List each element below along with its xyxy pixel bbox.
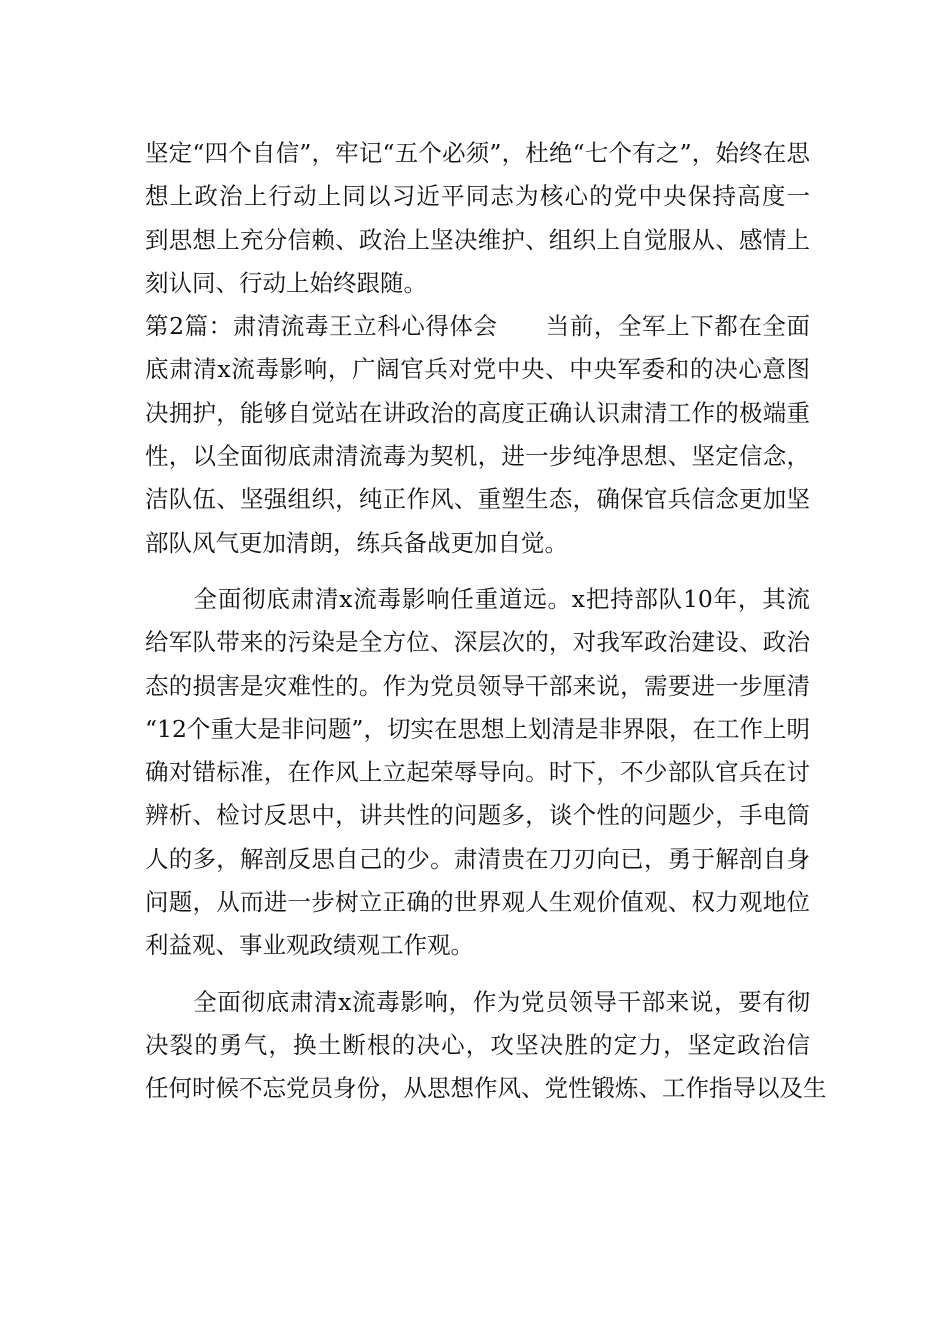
text-line: 任何时候不忘党员身份，从思想作风、党性锻炼、工作指导以及生 <box>145 1074 827 1103</box>
text-line: 决裂的勇气，换土断根的决心，攻坚决胜的定力，坚定政治信 <box>145 1030 810 1059</box>
text-line: 想上政治上行动上同以习近平同志为核心的党中央保持高度一 <box>145 182 810 211</box>
text-line: 部队风气更加清朗，练兵备战更加自觉。 <box>145 528 568 557</box>
text-line: 坚定“四个自信”，牢记“五个必须”，杜绝“七个有之”，始终在思 <box>145 139 810 167</box>
paragraph-p3 <box>145 578 810 968</box>
text-line: 态的损害是灾难性的。作为党员领导干部来说，需要进一步厘清 <box>145 671 810 700</box>
paragraph-spacing <box>145 968 810 981</box>
text-line: “12个重大是非问题”，切实在思想上划清是非界限，在工作上明 <box>145 714 810 743</box>
text-line: 到思想上充分信赖、政治上坚决维护、组织上自觉服从、感情上 <box>145 225 810 254</box>
text-line: 利益观、事业观政绩观工作观。 <box>145 931 474 960</box>
text-line: 决拥护，能够自觉站在讲政治的高度正确认识肃清工作的极端重 <box>145 398 810 427</box>
paragraph-p4 <box>145 981 827 1111</box>
paragraph-spacing <box>145 565 810 578</box>
text-line: 人的多，解剖反思自己的少。肃清贵在刀刃向已，勇于解剖自身 <box>145 844 810 873</box>
paragraph-p2 <box>145 305 810 565</box>
text-line: 全面彻底肃清x流毒影响，作为党员领导干部来说，要有彻 <box>193 987 810 1016</box>
text-line: 刻认同、行动上始终跟随。 <box>145 268 427 297</box>
text-line: 全面彻底肃清x流毒影响任重道远。x把持部队10年，其流 <box>193 584 810 613</box>
document-body <box>145 132 827 1111</box>
text-line: 辨析、检讨反思中，讲共性的问题多，谈个性的问题少，手电筒 <box>145 801 810 830</box>
text-line: 性，以全面彻底肃清流毒为契机，进一步纯净思想、坚定信念， <box>145 442 810 471</box>
text-line: 第2篇：肃清流毒王立科心得体会 当前，全军上下都在全面 <box>145 312 810 341</box>
text-line: 给军队带来的污染是全方位、深层次的，对我军政治建设、政治 <box>145 628 810 657</box>
text-line: 底肃清x流毒影响，广阔官兵对党中央、中央军委和的决心意图 <box>145 355 810 384</box>
text-line: 问题，从而进一步树立正确的世界观人生观价值观、权力观地位 <box>145 888 810 917</box>
text-line: 确对错标准，在作风上立起荣辱导向。时下，不少部队官兵在讨 <box>145 758 810 787</box>
paragraph-p1 <box>145 132 810 305</box>
text-line: 洁队伍、坚强组织，纯正作风、重塑生态，确保官兵信念更加坚 <box>145 485 810 514</box>
